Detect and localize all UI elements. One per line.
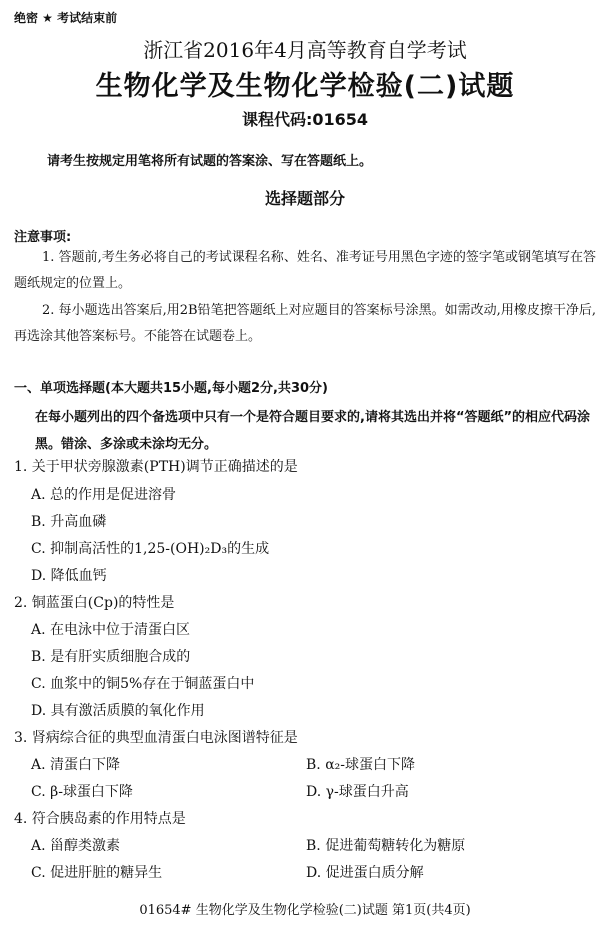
course-code: 课程代码:01654	[241, 110, 369, 129]
question-option: A. 总的作用是促进溶骨	[31, 487, 177, 503]
answer-instruction: 请考生按规定用笔将所有试题的答案涂、写在答题纸上。	[47, 154, 373, 169]
question-option: C. 促进肝脏的糖异生	[31, 865, 163, 881]
question-stem: 4. 符合胰岛素的作用特点是	[14, 811, 186, 827]
question-option: C. β-球蛋白下降	[31, 784, 133, 800]
notice-item: 1. 答题前,考生务必将自己的考试课程名称、姓名、准考证号用黑色字迹的签字笔或钢笔填写在答题纸规定的位置上。	[14, 250, 596, 291]
paper-title: 生物化学及生物化学检验(二)试题	[95, 71, 515, 102]
question-option: B. 促进葡萄糖转化为糖原	[306, 838, 466, 854]
question-option: D. 具有激活质膜的氧化作用	[31, 703, 205, 719]
question-option: D. 促进蛋白质分解	[306, 865, 424, 881]
part-description: 在每小题列出的四个备选项中只有一个是符合题目要求的,请将其选出并将“答题纸”的相应代码涂黑。错涂、多涂或未涂均无分。	[35, 410, 591, 452]
question-option: C. 血浆中的铜5%存在于铜蓝蛋白中	[31, 676, 255, 692]
question-option: C. 抑制高活性的1,25-(OH)₂D₃的生成	[31, 541, 270, 557]
section-title: 选择题部分	[264, 189, 345, 208]
question-option: A. 甾醇类激素	[31, 838, 121, 854]
part-heading: 一、单项选择题(本大题共15小题,每小题2分,共30分)	[14, 381, 328, 396]
question-option: D. γ-球蛋白升高	[306, 784, 409, 800]
question-option: A. 清蛋白下降	[31, 757, 121, 773]
question-stem: 1. 关于甲状旁腺激素(PTH)调节正确描述的是	[14, 459, 298, 475]
exam-title: 浙江省2016年4月高等教育自学考试	[143, 38, 467, 62]
confidential-label: 绝密 ★ 考试结束前	[14, 11, 118, 25]
notice-heading: 注意事项:	[14, 230, 72, 245]
question-option: B. 升高血磷	[31, 514, 107, 530]
question-option: D. 降低血钙	[31, 568, 107, 584]
question-stem: 2. 铜蓝蛋白(Cp)的特性是	[14, 595, 175, 611]
page-footer: 01654# 生物化学及生物化学检验(二)试题 第1页(共4页)	[139, 903, 471, 918]
notice-item: 2. 每小题选出答案后,用2B铅笔把答题纸上对应题目的答案标号涂黑。如需改动,用橡皮擦干净后,再选涂其他答案标号。不能答在试题卷上。	[14, 303, 596, 344]
question-stem: 3. 肾病综合征的典型血清蛋白电泳图谱特征是	[14, 730, 298, 746]
question-option: B. 是有肝实质细胞合成的	[31, 649, 191, 665]
question-option: A. 在电泳中位于清蛋白区	[31, 622, 191, 638]
question-option: B. α₂-球蛋白下降	[306, 757, 415, 773]
